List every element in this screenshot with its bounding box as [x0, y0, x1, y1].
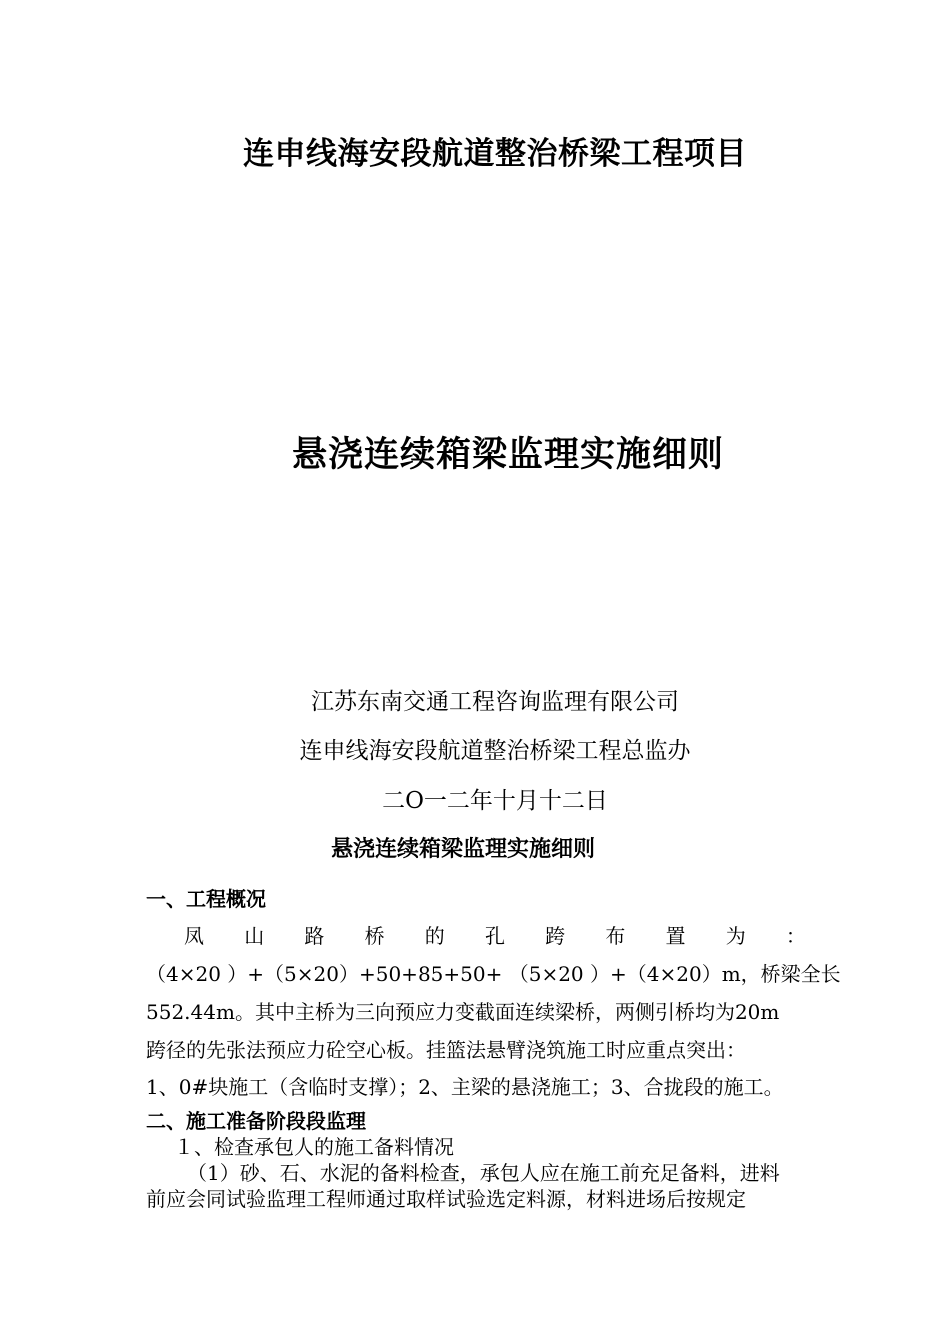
project-title: 连申线海安段航道整治桥梁工程项目 — [243, 136, 747, 172]
section-heading-overview: 一、工程概况 — [146, 887, 266, 911]
company-name: 江苏东南交通工程咨询监理有限公司 — [311, 689, 679, 715]
paragraph-line: 前应会同试验监理工程师通过取样试验选定料源，材料进场后按规定 — [146, 1187, 746, 1211]
spread-char: 的 — [424, 924, 445, 948]
paragraph-line: 1、0#块施工（含临时支撑）；2、主梁的悬浇施工；3、合拢段的施工。 — [146, 1075, 784, 1099]
spread-char: 孔 — [484, 924, 505, 948]
spread-char: 山 — [244, 924, 265, 948]
spread-char: 路 — [304, 924, 325, 948]
subsection-item: １、检查承包人的施工备料情况 — [174, 1135, 454, 1159]
document-title: 悬浇连续箱梁监理实施细则 — [291, 435, 724, 475]
paragraph-line: 跨径的先张法预应力砼空心板。挂篮法悬臂浇筑施工时应重点突出： — [146, 1038, 746, 1062]
paragraph-line: （4×20 ）+（5×20）+50+85+50+ （5×20 ）+（4×20）m，桥梁全长 — [146, 962, 841, 986]
document-date: 二O一二年十月十二日 — [382, 788, 608, 814]
spread-char: 为 — [725, 924, 746, 948]
paragraph-line: （1）砂、石、水泥的备料检查，承包人应在施工前充足备料，进料 — [187, 1161, 780, 1185]
spread-line — [146, 920, 806, 949]
spread-char: 置 — [665, 924, 686, 948]
spread-char: 凤 — [184, 924, 204, 948]
office-name: 连申线海安段航道整治桥梁工程总监办 — [299, 738, 691, 764]
paragraph-line: 552.44m。其中主桥为三向预应力变截面连续梁桥，两侧引桥均为20m — [146, 1000, 780, 1024]
spread-char: 跨 — [545, 924, 566, 948]
spread-char: ： — [785, 924, 806, 948]
spread-char: 布 — [605, 924, 626, 948]
spread-char: 桥 — [364, 924, 385, 948]
body-title: 悬浇连续箱梁监理实施细则 — [330, 837, 595, 862]
section-heading-preparation: 二、施工准备阶段段监理 — [146, 1109, 366, 1133]
